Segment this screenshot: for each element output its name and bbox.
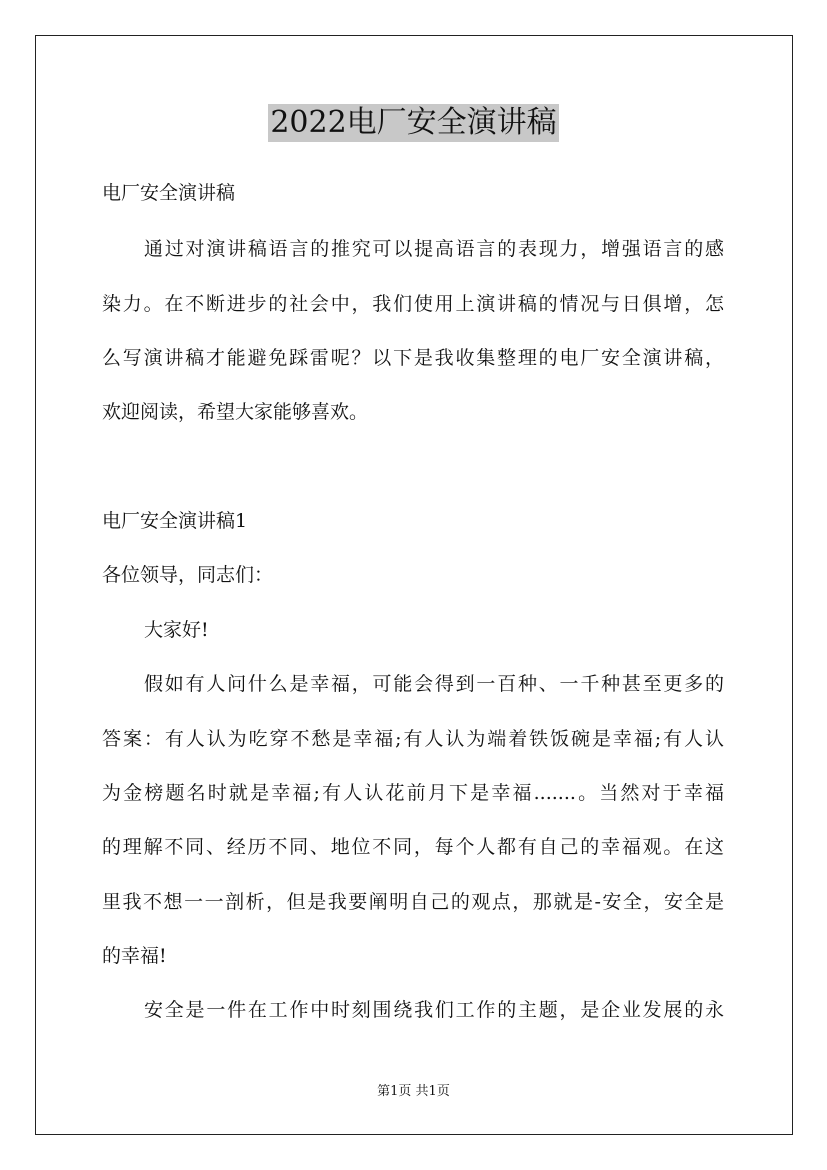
paragraph-line: 欢迎阅读，希望大家能够喜欢。 [102,401,369,423]
salutation: 各位领导，同志们： [102,564,274,586]
paragraph-line: 么写演讲稿才能避免踩雷呢？以下是我收集整理的电厂安全演讲稿， [102,347,724,369]
paragraph-line: 假如有人问什么是幸福，可能会得到一百种、一千种甚至更多的 [144,673,724,695]
greeting: 大家好! [144,619,209,641]
page-footer: 第1页 共1页 [377,1084,450,1099]
intro-heading: 电厂安全演讲稿 [102,182,236,204]
paragraph-line: 的理解不同、经历不同、地位不同，每个人都有自己的幸福观。在这 [102,836,724,858]
section-heading: 电厂安全演讲稿1 [102,510,248,532]
paragraph-line: 通过对演讲稿语言的推究可以提高语言的表现力，增强语言的感 [144,238,724,260]
paragraph-line: 答案：有人认为吃穿不愁是幸福;有人认为端着铁饭碗是幸福;有人认 [102,728,724,750]
paragraph-line: 安全是一件在工作中时刻围绕我们工作的主题，是企业发展的永 [144,999,724,1021]
paragraph-line: 染力。在不断进步的社会中，我们使用上演讲稿的情况与日俱增，怎 [102,293,724,315]
paragraph-line: 里我不想一一剖析，但是我要阐明自己的观点，那就是-安全，安全是 [102,891,724,913]
paragraph-line: 为金榜题名时就是幸福;有人认花前月下是幸福.......。当然对于幸福 [102,782,724,804]
title-container [0,104,827,142]
paragraph-line: 的幸福! [102,945,167,967]
document-title: 2022电厂安全演讲稿 [270,105,557,140]
